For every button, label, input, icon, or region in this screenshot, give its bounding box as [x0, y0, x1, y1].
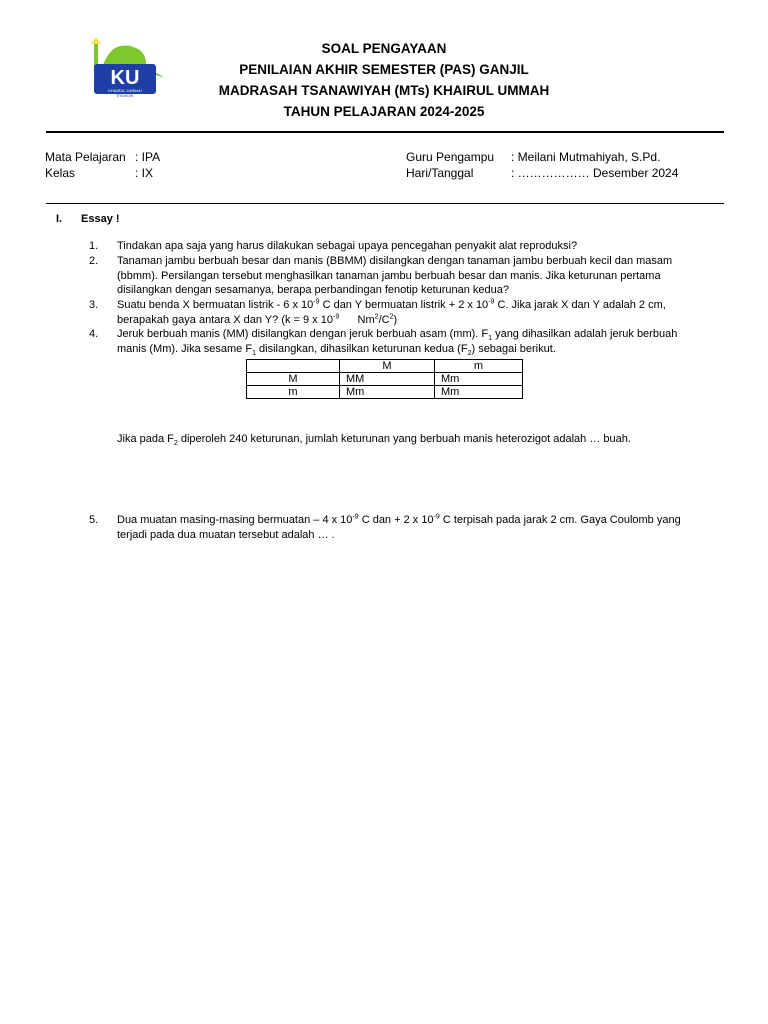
subject-label: Mata Pelajaran	[45, 150, 126, 164]
section-number: I.	[56, 213, 63, 225]
table-cell: M	[247, 373, 340, 386]
header-title: SOAL PENGAYAAN	[321, 41, 447, 56]
subject-value: : IPA	[135, 150, 161, 164]
question-text: Tindakan apa saja yang harus dilakukan sebagai upaya pencegahan penyakit alat reproduksi?	[117, 240, 578, 252]
table-cell: MM	[340, 373, 435, 386]
question-text: Dua muatan masing-masing bermuatan – 4 x $10^{-9}$ C dan + 2 x $10^{-9}$ C terpisah pada jarak 2 cm. Gaya Coulomb yang terjadi pada dua muatan tersebut adalah … .	[117, 513, 681, 541]
class-value: : IX	[135, 166, 154, 180]
header-school-name: MADRASAH TSANAWIYAH (MTs) KHAIRUL UMMAH	[218, 83, 550, 98]
header-divider	[46, 131, 724, 133]
meta-right	[406, 149, 726, 181]
teacher-value: : Meilani Mutmahiyah, S.Pd.	[511, 150, 661, 164]
school-logo	[80, 38, 166, 104]
table-row	[247, 386, 523, 399]
question-number: 5.	[89, 514, 99, 526]
table-cell: Mm	[340, 386, 435, 399]
date-label: Hari/Tanggal	[406, 166, 474, 180]
question-text: Tanaman jambu berbuah besar dan manis (BBMM) disilangkan dengan tanaman jambu berbuah kecil dan masam (bbmm). Persilangan tersebut menghasilkan tanaman jambu berbuah besar dan manis. Jika keturunan pertama disilangkan dengan sesamanya, berapa perbandingan fenotip keturunan kedua?	[117, 255, 673, 297]
question-number: 3.	[89, 299, 99, 311]
table-cell	[247, 360, 340, 373]
question-text: Jeruk berbuah manis (MM) disilangkan dengan jeruk berbuah asam (mm). $F_1$ yang dihasilkan adalah jeruk berbuah manis (Mm). Jika sesame $F_1$ disilangkan, dihasilkan keturunan kedua $(F_2)$ sebagai berikut.	[117, 328, 678, 357]
table-cell: Mm	[435, 373, 523, 386]
question-2	[89, 254, 709, 298]
svg-text:SYAHIDIN: SYAHIDIN	[116, 94, 134, 98]
meta-left	[45, 149, 345, 181]
question-number: 2.	[89, 255, 99, 267]
date-value: : ……………… Desember 2024	[511, 166, 679, 180]
table-cell: Mm	[435, 386, 523, 399]
class-label: Kelas	[45, 166, 76, 180]
svg-text:KU: KU	[110, 67, 140, 89]
header-academic-year: TAHUN PELAJARAN 2024-2025	[283, 104, 485, 119]
svg-text:KHAIRUL UMMAH: KHAIRUL UMMAH	[108, 88, 142, 93]
question-text: Suatu benda X bermuatan listrik - 6 x $10^{-9}$ C dan Y bermuatan listrik + 2 x $10^{-9}$ C. Jika jarak X dan Y adalah 2 cm, berapakah gaya antara X dan Y? (k = 9 x $10^{-9}$ $Nm^2/C^2$)	[117, 298, 666, 326]
section-title: Essay !	[81, 213, 120, 225]
question-3	[89, 298, 709, 327]
question-number: 1.	[89, 240, 99, 252]
question-number: 4.	[89, 328, 99, 340]
document-header	[180, 38, 588, 122]
meta-divider	[46, 203, 724, 204]
question-4-followup: Jika pada $F_2$ diperoleh 240 keturunan, jumlah keturunan yang berbuah manis heterozigot adalah … buah.	[117, 433, 631, 448]
teacher-label: Guru Pengampu	[406, 150, 495, 164]
header-exam-name: PENILAIAN AKHIR SEMESTER (PAS) GANJIL	[239, 62, 529, 77]
table-row	[247, 360, 523, 373]
question-4	[89, 327, 709, 356]
table-cell: M	[340, 360, 435, 373]
table-cell: m	[247, 386, 340, 399]
question-1	[89, 239, 709, 254]
question-5	[89, 513, 709, 542]
punnett-table	[246, 359, 523, 399]
table-cell: m	[435, 360, 523, 373]
table-row	[247, 373, 523, 386]
